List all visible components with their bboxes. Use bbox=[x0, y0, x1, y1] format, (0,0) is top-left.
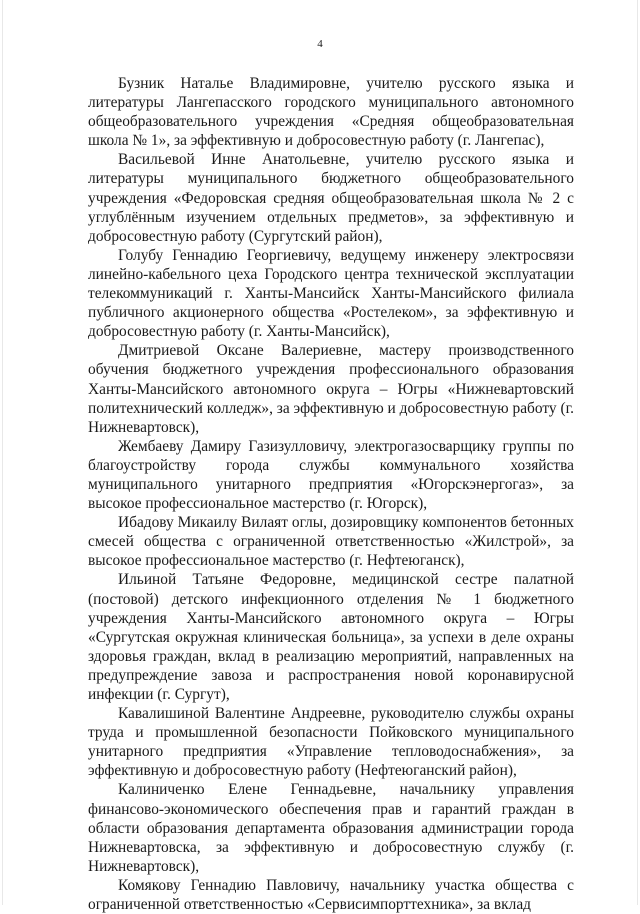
award-paragraph: Дмитриевой Оксане Валериевне, мастеру производственного обучения бюджетного учреждения профессионального образования Ханты-Мансийского автономного округа – Югры «Нижневартовский политехнический колледж», за эффективную и добросовестную работу (г. Нижневартовск), bbox=[88, 342, 574, 436]
award-paragraph: Кавалишиной Валентине Андреевне, руководителю службы охраны труда и промышленной безопасности Пойковского муниципального унитарного предприятия «Управление тепловодоснабжения», за эффективную и добросовестную работу (Нефтеюганский район), bbox=[88, 705, 574, 780]
award-paragraph: Голубу Геннадию Георгиевичу, ведущему инженеру электросвязи линейно-кабельного цеха Городского центра технической эксплуатации телекоммуникаций г. Ханты-Мансийск Ханты-Мансийского филиала публичного акционерного общества «Ростелеком», за эффективную и добросовестную работу (г. Ханты-Мансийск), bbox=[88, 246, 574, 341]
award-paragraph: Бузник Наталье Владимировне, учителю русского языка и литературы Лангепасского городского муниципального автономного общеобразовательного учреждения «Средняя общеобразовательная школа № 1», за эффективную и добросовестную работу (г. Лангепас), bbox=[88, 75, 574, 150]
award-paragraph: Жембаеву Дамиру Газизулловичу, электрогазосварщику группы по благоустройству города службы коммунального хозяйства муниципального унитарного предприятия «Югорскэнергогаз», за высокое профессиональное мастерство (г. Югорск), bbox=[88, 437, 574, 513]
award-paragraph: Комякову Геннадию Павловичу, начальнику участка общества с ограниченной ответственностью «Сервисимпорттехника», за вклад bbox=[88, 876, 574, 914]
scan-edge-left bbox=[2, 0, 3, 905]
award-paragraph: Калиниченко Елене Геннадьевне, начальнику управления финансово-экономического обеспечения прав и гарантий граждан в области образования департамента образования администрации города Нижневартовска, за эффективную и добросовестную службу (г. Нижневартовск), bbox=[88, 781, 574, 875]
award-paragraph: Ильиной Татьяне Федоровне, медицинской сестре палатной (постовой) детского инфекционного отделения № 1 бюджетного учреждения Ханты-Мансийского автономного округа – Югры «Сургутская окружная клиническая больница», за успехи в деле охраны здоровья граждан, вклад в реализацию мероприятий, направленных на предупреждение завоза и распространения новой коронавирусной инфекции (г. Сургут), bbox=[88, 571, 574, 703]
scan-edge-right bbox=[637, 0, 638, 905]
award-paragraph: Ибадову Микаилу Вилаят оглы, дозировщику компонентов бетонных смесей общества с ограниченной ответственностью «Жилстрой», за высокое профессиональное мастерство (г. Нефтеюганск), bbox=[88, 514, 574, 570]
page-number: 4 bbox=[317, 38, 323, 50]
award-paragraph: Васильевой Инне Анатольевне, учителю русского языка и литературы муниципального бюджетного общеобразовательного учреждения «Федоровская средняя общеобразовательная школа № 2 с углублённым изучением отдельных предметов», за эффективную и добросовестную работу (Сургутский район), bbox=[88, 151, 574, 245]
document-body bbox=[88, 74, 574, 914]
